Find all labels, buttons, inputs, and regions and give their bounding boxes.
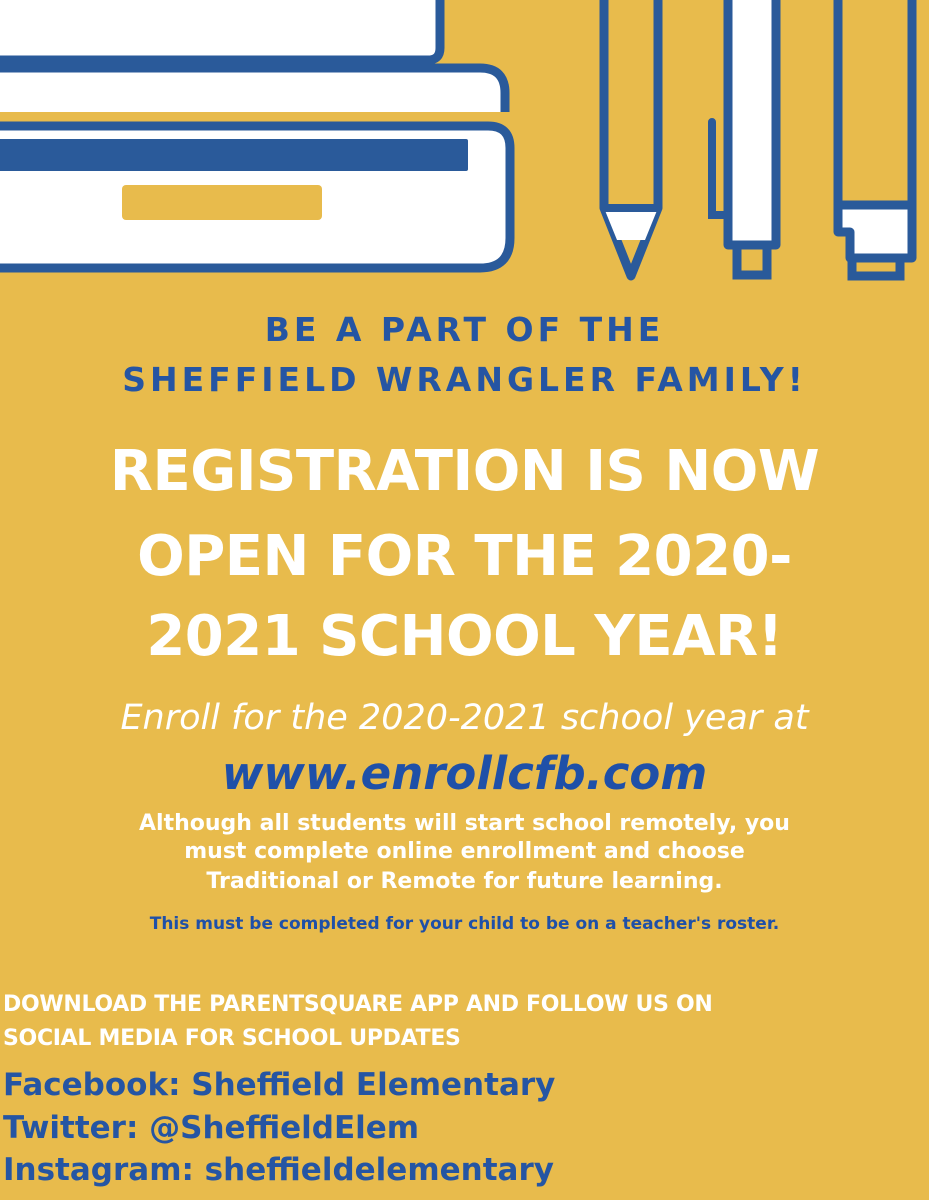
download-line-2: SOCIAL MEDIA FOR SCHOOL UPDATES [3, 1026, 461, 1051]
instagram-link[interactable]: Instagram: sheffieldelementary [3, 1152, 554, 1188]
twitter-link[interactable]: Twitter: @SheffieldElem [3, 1110, 420, 1146]
notice-line-2: must complete online enrollment and choose [184, 839, 745, 864]
enroll-url-link[interactable]: www.enrollcfb.com [221, 747, 708, 800]
marker-icon [838, 0, 912, 276]
enroll-text: Enroll for the 2020-2021 school year at [120, 698, 809, 738]
notice-line-1: Although all students will start school remotely, you [139, 811, 790, 836]
header-illustration [0, 0, 929, 290]
tagline-line-2: SHEFFIELD WRANGLER FAMILY! [122, 360, 807, 399]
facebook-link[interactable]: Facebook: Sheffield Elementary [3, 1067, 556, 1103]
laptop-icon [0, 0, 510, 268]
notice-line-3: Traditional or Remote for future learning. [206, 869, 723, 894]
headline-line-2: OPEN FOR THE 2020- [137, 524, 792, 589]
pen-icon [712, 0, 776, 275]
headline-line-3: 2021 SCHOOL YEAR! [146, 604, 783, 669]
roster-notice: This must be completed for your child to be on a teacher's roster. [149, 914, 780, 934]
tagline-line-1: BE A PART OF THE [264, 310, 665, 349]
pencil-icon [604, 0, 658, 276]
download-line-1: DOWNLOAD THE PARENTSQUARE APP AND FOLLOW US ON [3, 992, 713, 1017]
headline-line-1: REGISTRATION IS NOW [109, 439, 820, 504]
